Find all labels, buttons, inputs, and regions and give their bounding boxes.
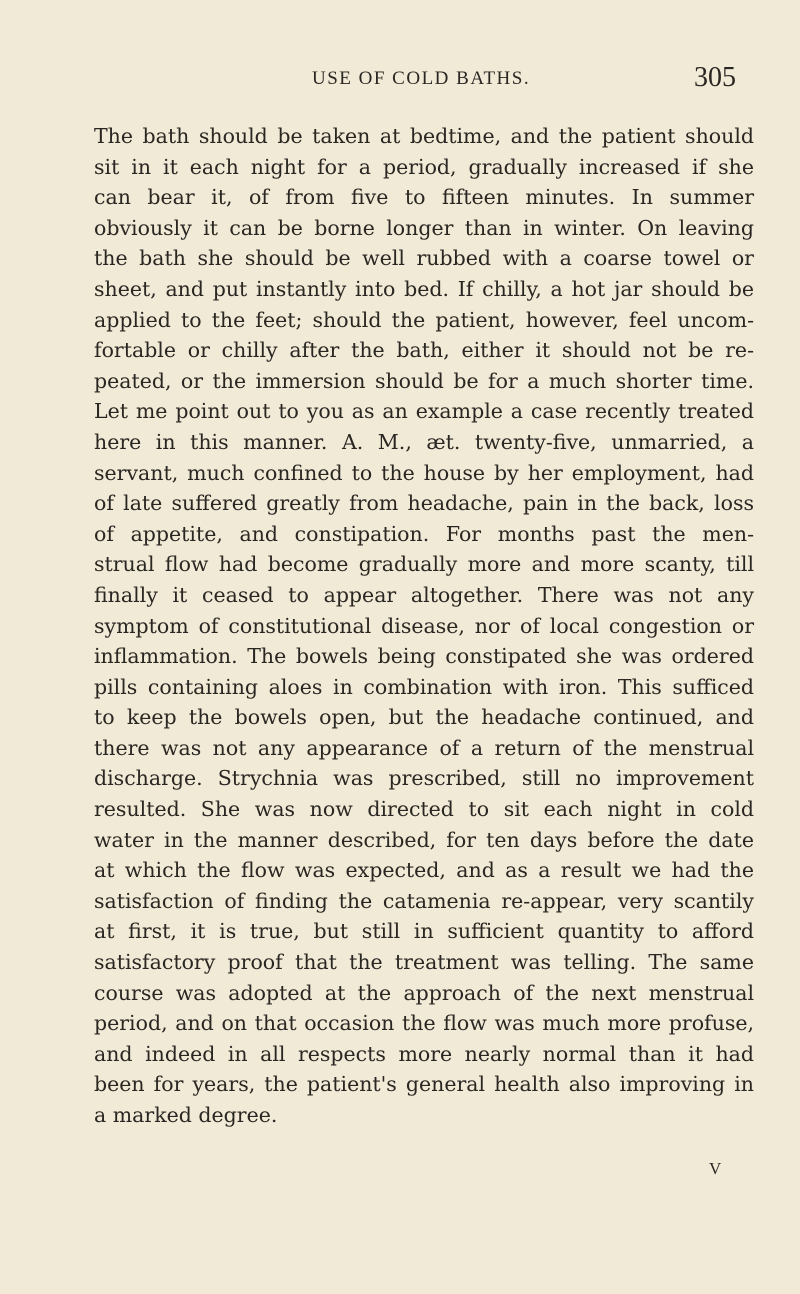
body-paragraph (94, 121, 754, 1131)
text-line: inflammation. The bowels being constipated she was ordered (94, 644, 754, 669)
text-line: and indeed in all respects more nearly normal than it had (94, 1041, 754, 1066)
text-line: satisfactory proof that the treatment was telling. The same (94, 950, 754, 975)
text-line: a marked degree. (94, 1103, 278, 1127)
text-line: symptom of constitutional disease, nor of local congestion or (94, 613, 754, 638)
text-line: obviously it can be borne longer than in winter. On leaving (94, 215, 754, 240)
text-line: pills containing aloes in combination with iron. This sufficed (94, 674, 754, 699)
text-line: sheet, and put instantly into bed. If chilly, a hot jar should be (94, 276, 754, 301)
text-line: Let me point out to you as an example a case recently treated (94, 399, 754, 424)
text-line: strual flow had become gradually more and more scanty, till (94, 552, 754, 577)
text-line: water in the manner described, for ten days before the date (94, 827, 754, 852)
text-line: at which the flow was expected, and as a result we had the (94, 858, 754, 883)
text-line: course was adopted at the approach of the next menstrual (94, 980, 754, 1005)
text-line: applied to the feet; should the patient, however, feel uncom- (94, 307, 754, 332)
text-line: The bath should be taken at bedtime, and the patient should (94, 124, 754, 148)
running-head: USE OF COLD BATHS. (312, 68, 531, 89)
text-line: discharge. Strychnia was prescribed, still no improvement (94, 766, 754, 791)
text-line: to keep the bowels open, but the headache continued, and (94, 705, 754, 730)
text-line: sit in it each night for a period, gradually increased if she (94, 154, 754, 179)
text-line: of appetite, and constipation. For months past the men- (94, 521, 754, 546)
text-line: peated, or the immersion should be for a much shorter time. (94, 368, 754, 393)
text-line: fortable or chilly after the bath, either it should not be re- (94, 338, 754, 363)
text-line: at first, it is true, but still in sufficient quantity to afford (94, 919, 754, 944)
text-line: here in this manner. A. M., æt. twenty-five, unmarried, a (94, 429, 754, 454)
text-line: finally it ceased to appear altogether. There was not any (94, 582, 754, 607)
text-line: can bear it, of from five to fifteen minutes. In summer (94, 185, 754, 210)
page-number: 305 (694, 62, 736, 93)
text-line: of late suffered greatly from headache, pain in the back, loss (94, 491, 754, 516)
text-line: servant, much confined to the house by her employment, had (94, 460, 754, 485)
signature-mark: V (709, 1159, 722, 1178)
text-line: resulted. She was now directed to sit each night in cold (94, 797, 754, 822)
text-line: satisfaction of finding the catamenia re-appear, very scantily (94, 888, 754, 913)
text-line: the bath she should be well rubbed with a coarse towel or (94, 246, 754, 271)
text-line: there was not any appearance of a return of the menstrual (94, 735, 754, 760)
text-line: been for years, the patient's general health also improving in (94, 1072, 754, 1097)
text-line: period, and on that occasion the flow was much more profuse, (94, 1011, 754, 1036)
